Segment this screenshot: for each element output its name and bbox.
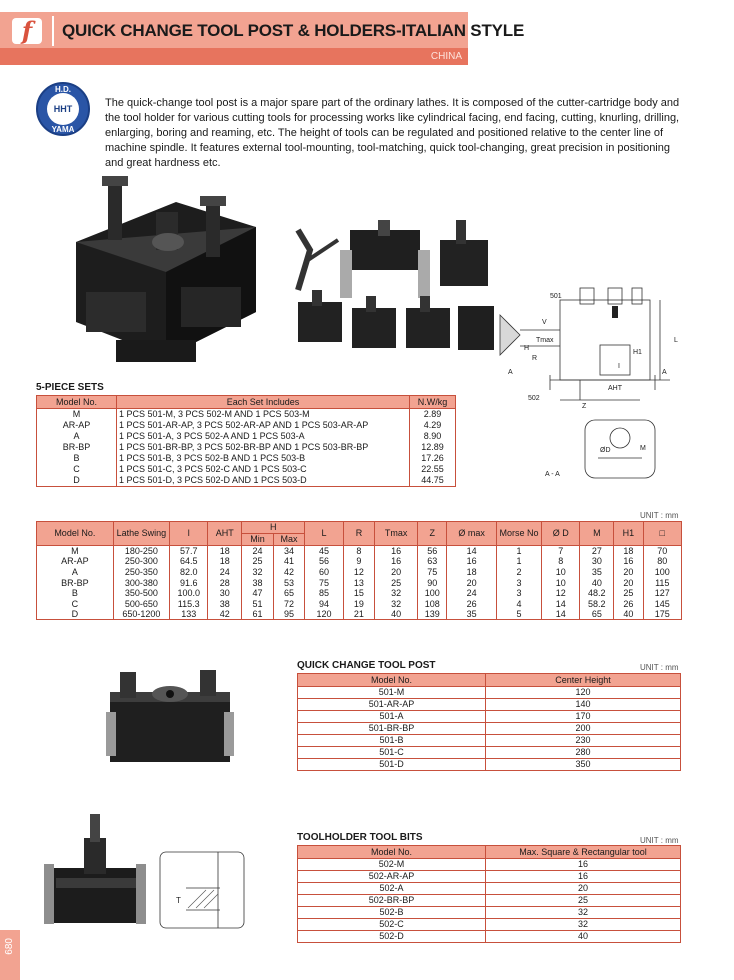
hht-badge-logo (36, 82, 90, 136)
label-od: ØD (600, 447, 611, 454)
label-a-left: A (508, 369, 513, 376)
bits-row-cell: 25 (486, 895, 681, 907)
post-table (297, 673, 681, 771)
spec-row-cell: 45 (305, 546, 343, 557)
post-row (298, 759, 681, 771)
spec-row-cell: 60 (305, 567, 343, 578)
sets-row-cell: 2.89 (410, 409, 456, 421)
post-header-model: Model No. (298, 674, 486, 687)
spec-row-cell: 175 (643, 609, 681, 620)
post-row-cell: 170 (486, 711, 681, 723)
bits-row-cell: 502-D (298, 931, 486, 943)
label-i: I (618, 363, 620, 370)
sets-row (37, 464, 456, 475)
bits-row-cell: 502-AR-AP (298, 871, 486, 883)
spec-row-cell: 3 (496, 588, 541, 599)
sets-row (37, 409, 456, 421)
spec-row-cell: 85 (305, 588, 343, 599)
bits-row-cell: 20 (486, 883, 681, 895)
spec-row-cell: 18 (208, 556, 242, 567)
page-title: QUICK CHANGE TOOL POST & HOLDERS-ITALIAN STYLE (62, 21, 525, 40)
sets-row-cell: 22.55 (410, 464, 456, 475)
spec-row-cell: 13 (343, 577, 375, 588)
sets-row-cell: M (37, 409, 117, 421)
spec-row-cell: 8 (343, 546, 375, 557)
post-row (298, 723, 681, 735)
spec-row-cell: 100 (418, 588, 447, 599)
spec-row-cell: 14 (447, 546, 497, 557)
spec-row-cell: 145 (643, 598, 681, 609)
post-row-cell: 501-B (298, 735, 486, 747)
spec-row-cell: 16 (447, 556, 497, 567)
spec-row-cell: B (37, 588, 114, 599)
sets-row-cell: AR-AP (37, 420, 117, 431)
post-row-cell: 350 (486, 759, 681, 771)
label-a-right: A (662, 369, 667, 376)
spec-row-cell: 42 (208, 609, 242, 620)
spec-row-cell: 3 (496, 577, 541, 588)
spec-row-cell: 15 (343, 588, 375, 599)
spec-row-cell: 24 (242, 546, 274, 557)
spec-row-cell: 91.6 (170, 577, 208, 588)
spec-row-cell: 20 (614, 567, 643, 578)
post-row (298, 711, 681, 723)
bits-row-cell: 16 (486, 871, 681, 883)
spec-row-cell: 30 (208, 588, 242, 599)
post-row (298, 747, 681, 759)
spec-header-l: l (170, 522, 208, 546)
bits-unit-label: UNIT : mm (640, 836, 679, 845)
spec-header-h1: H1 (614, 522, 643, 546)
label-aht: AHT (608, 385, 622, 392)
spec-row-cell: 18 (447, 567, 497, 578)
spec-row-cell: 51 (242, 598, 274, 609)
post-row (298, 687, 681, 699)
label-502: 502 (528, 395, 540, 402)
spec-row-cell: 14 (542, 598, 580, 609)
post-header-center-height: Center Height (486, 674, 681, 687)
spec-row-cell: 5 (496, 609, 541, 620)
bits-header-model: Model No. (298, 846, 486, 859)
spec-row-cell: 65 (580, 609, 614, 620)
spec-header-morse: Morse No (496, 522, 541, 546)
brand-logo: f (12, 18, 42, 44)
spec-row-cell: 80 (643, 556, 681, 567)
section-label: A - A (545, 471, 560, 478)
bits-row (298, 919, 681, 931)
spec-header-big-l: L (305, 522, 343, 546)
spec-row-cell: 26 (614, 598, 643, 609)
spec-row-cell: 12 (343, 567, 375, 578)
spec-row-cell: 35 (580, 567, 614, 578)
spec-row (37, 556, 682, 567)
spec-row-cell: 139 (418, 609, 447, 620)
sets-row-cell: 12.89 (410, 442, 456, 453)
bits-row (298, 907, 681, 919)
post-row-cell: 501-A (298, 711, 486, 723)
page-number: 680 (4, 938, 15, 955)
sets-row-cell: BR-BP (37, 442, 117, 453)
spec-row-cell: 127 (643, 588, 681, 599)
spec-table (36, 521, 682, 620)
tool-holders-photo (278, 220, 498, 370)
sets-header-includes: Each Set Includes (117, 396, 410, 409)
sets-row-cell: 1 PCS 501-B, 3 PCS 502-B AND 1 PCS 503-B (117, 453, 410, 464)
bits-row (298, 859, 681, 871)
spec-header-omax: Ø max (447, 522, 497, 546)
sets-row (37, 475, 456, 487)
sets-row-cell: 1 PCS 501-M, 3 PCS 502-M AND 1 PCS 503-M (117, 409, 410, 421)
spec-row-cell: 1 (496, 556, 541, 567)
bits-row-cell: 502-M (298, 859, 486, 871)
bits-row-cell: 502-A (298, 883, 486, 895)
spec-row-cell: 25 (375, 577, 418, 588)
spec-row-cell: 25 (614, 588, 643, 599)
origin-label: CHINA (430, 51, 462, 62)
spec-row-cell: 38 (242, 577, 274, 588)
spec-row-cell: 9 (343, 556, 375, 567)
spec-header-m: M (580, 522, 614, 546)
spec-row-cell: 30 (580, 556, 614, 567)
spec-row-cell: 21 (343, 609, 375, 620)
spec-header-h: H (242, 522, 305, 534)
spec-row-cell: 8 (542, 556, 580, 567)
spec-row-cell: 108 (418, 598, 447, 609)
label-h1: H1 (633, 349, 642, 356)
spec-header-od: Ø D (542, 522, 580, 546)
spec-row-cell: 32 (375, 588, 418, 599)
spec-row-cell: 70 (643, 546, 681, 557)
spec-row-cell: 20 (614, 577, 643, 588)
spec-row-cell: 40 (580, 577, 614, 588)
spec-row-cell: 350-500 (113, 588, 169, 599)
spec-row-cell: 18 (208, 546, 242, 557)
spec-row-cell: 250-350 (113, 567, 169, 578)
header-rule (0, 64, 468, 65)
sets-row-cell: C (37, 464, 117, 475)
tool-post-technical-drawing (490, 280, 690, 490)
spec-row-cell: 133 (170, 609, 208, 620)
spec-row-cell: 94 (305, 598, 343, 609)
post-row-cell: 140 (486, 699, 681, 711)
sets-row-cell: 1 PCS 501-C, 3 PCS 502-C AND 1 PCS 503-C (117, 464, 410, 475)
spec-row-cell: A (37, 567, 114, 578)
spec-row-cell: 650-1200 (113, 609, 169, 620)
spec-row-cell: 35 (447, 609, 497, 620)
spec-row-cell: 27 (580, 546, 614, 557)
spec-header-aht: AHT (208, 522, 242, 546)
spec-row-cell: 250-300 (113, 556, 169, 567)
sets-row-cell: 4.29 (410, 420, 456, 431)
spec-row-cell: 120 (305, 609, 343, 620)
tool-post-photo (100, 664, 240, 774)
spec-row-cell: 4 (496, 598, 541, 609)
spec-row-cell: 100 (643, 567, 681, 578)
spec-row-cell: 75 (305, 577, 343, 588)
sets-row (37, 442, 456, 453)
post-row-cell: 280 (486, 747, 681, 759)
label-r: R (532, 355, 538, 362)
spec-row-cell: 53 (273, 577, 305, 588)
header-divider (52, 16, 54, 46)
spec-row-cell: BR-BP (37, 577, 114, 588)
bits-row (298, 871, 681, 883)
bits-row (298, 931, 681, 943)
spec-row-cell: 90 (418, 577, 447, 588)
spec-row-cell: 28 (208, 577, 242, 588)
spec-row-cell: C (37, 598, 114, 609)
spec-row-cell: 16 (375, 546, 418, 557)
sets-row-cell: D (37, 475, 117, 487)
spec-row-cell: 40 (614, 609, 643, 620)
sets-row-cell: 1 PCS 501-AR-AP, 3 PCS 502-AR-AP AND 1 PCS 503-AR-AP (117, 420, 410, 431)
spec-row-cell: 58.2 (580, 598, 614, 609)
badge-middle-text: HHT (53, 104, 73, 114)
spec-row-cell: 26 (447, 598, 497, 609)
post-row (298, 735, 681, 747)
spec-row (37, 588, 682, 599)
spec-row-cell: 75 (418, 567, 447, 578)
spec-header-h-min: Min (242, 534, 274, 546)
sets-row-cell: 44.75 (410, 475, 456, 487)
bits-row (298, 883, 681, 895)
post-row-cell: 200 (486, 723, 681, 735)
spec-row-cell: 40 (375, 609, 418, 620)
bits-row (298, 895, 681, 907)
post-row (298, 699, 681, 711)
label-501: 501 (550, 293, 562, 300)
spec-row-cell: 500-650 (113, 598, 169, 609)
spec-row-cell: 38 (208, 598, 242, 609)
sets-title: 5-PIECE SETS (36, 382, 104, 393)
spec-row-cell: 2 (496, 567, 541, 578)
intro-paragraph: The quick-change tool post is a major spare part of the ordinary lathes. It is composed of the cutter-cartridge body and the tool holder for various cutting tools for processing works like cylindrical facing, end facing, cutting, knurling, drilling, enlarging, boring and reaming, etc. The height of tools can be regulated and positioned relative to the center line of machine spindle. It features external tool-mounting, tool-matching, quick tool-changing, great precision in positioning and great hardness etc. (105, 97, 680, 169)
label-tmax: Tmax (536, 337, 554, 344)
spec-row-cell: 48.2 (580, 588, 614, 599)
post-row-cell: 501-M (298, 687, 486, 699)
spec-row-cell: 41 (273, 556, 305, 567)
spec-row-cell: 300-380 (113, 577, 169, 588)
spec-row-cell: 12 (542, 588, 580, 599)
bits-row-cell: 502-C (298, 919, 486, 931)
spec-row-cell: 20 (375, 567, 418, 578)
post-row-cell: 120 (486, 687, 681, 699)
spec-row-cell: 63 (418, 556, 447, 567)
post-row-cell: 501-D (298, 759, 486, 771)
spec-row-cell: 16 (375, 556, 418, 567)
spec-row-cell: 20 (447, 577, 497, 588)
sets-row-cell: 17.26 (410, 453, 456, 464)
bits-title: TOOLHOLDER TOOL BITS (297, 832, 423, 843)
spec-header-model: Model No. (37, 522, 114, 546)
spec-row-cell: 24 (208, 567, 242, 578)
spec-row-cell: 10 (542, 567, 580, 578)
spec-row-cell: 64.5 (170, 556, 208, 567)
label-l: L (674, 337, 678, 344)
spec-row-cell: 56 (305, 556, 343, 567)
spec-row-cell: 95 (273, 609, 305, 620)
page-number-tab (0, 930, 20, 980)
spec-row-cell: 34 (273, 546, 305, 557)
label-v: V (542, 319, 547, 326)
label-z: Z (582, 403, 587, 410)
bits-row-cell: 16 (486, 859, 681, 871)
spec-row-cell: 180-250 (113, 546, 169, 557)
spec-row-cell: 100.0 (170, 588, 208, 599)
sets-row-cell: A (37, 431, 117, 442)
spec-row-cell: 10 (542, 577, 580, 588)
spec-row-cell: 61 (242, 609, 274, 620)
spec-row-cell: 65 (273, 588, 305, 599)
spec-row-cell: 115.3 (170, 598, 208, 609)
spec-row-cell: 24 (447, 588, 497, 599)
sets-row-cell: 1 PCS 501-D, 3 PCS 502-D AND 1 PCS 503-D (117, 475, 410, 487)
sets-row-cell: B (37, 453, 117, 464)
spec-row-cell: 72 (273, 598, 305, 609)
sets-row (37, 420, 456, 431)
spec-header-h-max: Max (273, 534, 305, 546)
bits-row-cell: 502-B (298, 907, 486, 919)
post-unit-label: UNIT : mm (640, 663, 679, 672)
spec-row-cell: 42 (273, 567, 305, 578)
bits-row-cell: 40 (486, 931, 681, 943)
spec-row (37, 567, 682, 578)
spec-row-cell: AR-AP (37, 556, 114, 567)
spec-header-tmax: Tmax (375, 522, 418, 546)
bits-row-cell: 32 (486, 919, 681, 931)
badge-top-text: H.D. (55, 85, 71, 94)
spec-row-cell: 1 (496, 546, 541, 557)
spec-row-cell: 16 (614, 556, 643, 567)
sets-row-cell: 1 PCS 501-A, 3 PCS 502-A AND 1 PCS 503-A (117, 431, 410, 442)
label-h: H (524, 345, 530, 352)
post-row-cell: 230 (486, 735, 681, 747)
post-row-cell: 501-C (298, 747, 486, 759)
badge-bottom-text: YAMA (51, 125, 75, 134)
spec-row (37, 598, 682, 609)
sets-row-cell: 8.90 (410, 431, 456, 442)
header-subbar (0, 48, 468, 65)
spec-row (37, 546, 682, 557)
sets-row (37, 431, 456, 442)
main-unit-label: UNIT : mm (640, 511, 679, 520)
spec-header-lathe-swing: Lathe Swing (113, 522, 169, 546)
tool-post-set-photo (56, 172, 276, 372)
spec-row-cell: 56 (418, 546, 447, 557)
post-row-cell: 501-BR-BP (298, 723, 486, 735)
spec-header-r: R (343, 522, 375, 546)
spec-row-cell: 82.0 (170, 567, 208, 578)
spec-row-cell: 32 (242, 567, 274, 578)
spec-row-cell: 25 (242, 556, 274, 567)
toolholder-photo (40, 808, 150, 938)
spec-row-cell: D (37, 609, 114, 620)
bits-row-cell: 32 (486, 907, 681, 919)
spec-row-cell: 32 (375, 598, 418, 609)
sets-header-weight: N.W/kg (410, 396, 456, 409)
spec-header-z: Z (418, 522, 447, 546)
spec-row-cell: 18 (614, 546, 643, 557)
spec-row (37, 609, 682, 620)
spec-row-cell: M (37, 546, 114, 557)
bits-row-cell: 502-BR-BP (298, 895, 486, 907)
spec-row-cell: 19 (343, 598, 375, 609)
post-title: QUICK CHANGE TOOL POST (297, 660, 436, 671)
bits-table (297, 845, 681, 943)
spec-row-cell: 115 (643, 577, 681, 588)
spec-row-cell: 47 (242, 588, 274, 599)
sets-header-model: Model No. (37, 396, 117, 409)
sets-table (36, 395, 456, 487)
tool-bit-diagram (158, 850, 248, 932)
spec-row (37, 577, 682, 588)
label-m: M (640, 445, 646, 452)
sets-row (37, 453, 456, 464)
tool-bit-t-label: T (176, 896, 181, 905)
spec-row-cell: 14 (542, 609, 580, 620)
bits-header-max-tool: Max. Square & Rectangular tool (486, 846, 681, 859)
spec-row-cell: 7 (542, 546, 580, 557)
post-row-cell: 501-AR-AP (298, 699, 486, 711)
spec-row-cell: 57.7 (170, 546, 208, 557)
sets-row-cell: 1 PCS 501-BR-BP, 3 PCS 502-BR-BP AND 1 PCS 503-BR-BP (117, 442, 410, 453)
spec-header-square: □ (643, 522, 681, 546)
